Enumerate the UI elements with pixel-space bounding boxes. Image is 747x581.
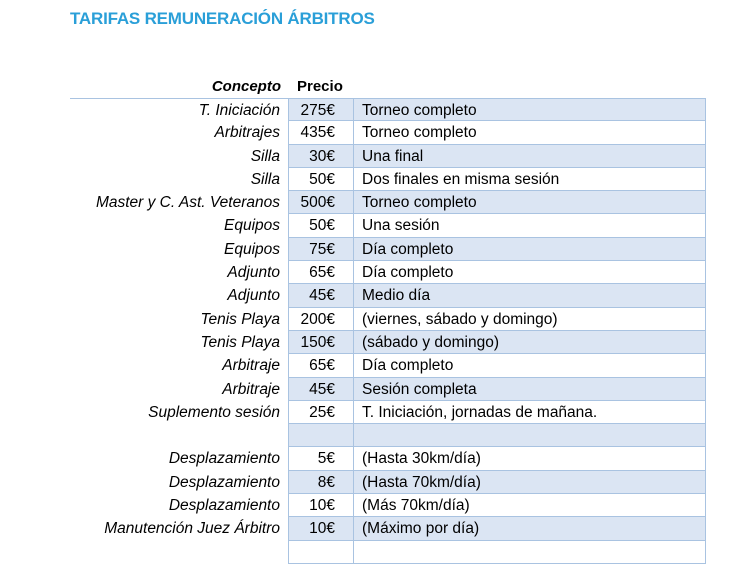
row-price: 5€ [288,447,354,470]
table-row [70,284,706,307]
row-description: (Hasta 70km/día) [354,471,706,494]
row-description: Sesión completa [354,378,706,401]
row-concept: Desplazamiento [168,450,280,468]
row-price: 500€ [288,191,354,214]
table-row [70,308,706,331]
row-description: (Hasta 30km/día) [354,447,706,470]
table-row [70,517,706,540]
row-concept: Master y C. Ast. Veteranos [95,194,280,212]
table-row [70,121,706,144]
header-concept: Concepto [211,78,281,95]
row-price: 10€ [288,517,354,540]
table-row [70,378,706,401]
row-price [288,424,354,447]
table-row [70,191,706,214]
row-price: 8€ [288,471,354,494]
table-row [70,145,706,168]
row-concept [70,424,284,447]
row-description: Torneo completo [354,121,706,144]
rates-table [70,98,706,564]
table-row [70,214,706,237]
row-concept: Adjunto [227,287,280,305]
row-concept: Silla [250,147,280,165]
row-price: 25€ [288,401,354,424]
row-price: 50€ [288,168,354,191]
row-concept: Equipos [223,217,280,235]
row-concept: Arbitrajes [214,124,280,142]
row-price: 10€ [288,494,354,517]
row-description [354,424,706,447]
row-description: Torneo completo [354,99,706,121]
row-description: Una sesión [354,214,706,237]
row-description: T. Iniciación, jornadas de mañana. [354,401,706,424]
row-price [288,541,354,564]
row-concept: Manutención Juez Árbitro [104,520,280,538]
row-concept: Arbitraje [222,357,280,375]
table-row [70,238,706,261]
row-concept: Suplemento sesión [148,403,280,421]
row-description [354,541,706,564]
row-description: Torneo completo [354,191,706,214]
row-price: 45€ [288,378,354,401]
table-row [70,447,706,470]
table-row [70,494,706,517]
row-concept: Arbitraje [222,380,280,398]
table-row-empty [70,424,706,447]
row-description: (sábado y domingo) [354,331,706,354]
row-description: Día completo [354,354,706,377]
row-concept: Desplazamiento [168,497,280,515]
row-description: (viernes, sábado y domingo) [354,308,706,331]
table-row [70,168,706,191]
page-title: TARIFAS REMUNERACIÓN ÁRBITROS [70,9,375,28]
row-description: (Máximo por día) [354,517,706,540]
row-price: 435€ [288,121,354,144]
row-price: 200€ [288,308,354,331]
row-description: Medio día [354,284,706,307]
row-concept: Tenis Playa [200,310,280,328]
row-price: 65€ [288,261,354,284]
row-description: Dos finales en misma sesión [354,168,706,191]
row-price: 45€ [288,284,354,307]
row-price: 275€ [288,99,354,121]
row-price: 65€ [288,354,354,377]
table-header [0,78,747,98]
row-concept: T. Iniciación [198,102,280,119]
row-price: 75€ [288,238,354,261]
row-price: 150€ [288,331,354,354]
row-concept: Equipos [223,240,280,258]
row-price: 30€ [288,145,354,168]
table-row [70,354,706,377]
table-row [70,471,706,494]
table-row [70,401,706,424]
row-concept: Desplazamiento [168,473,280,491]
row-description: Una final [354,145,706,168]
table-row [70,98,706,121]
table-row [70,331,706,354]
row-concept: Tenis Playa [200,333,280,351]
row-concept: Silla [250,170,280,188]
table-row-empty [70,541,706,564]
row-concept [70,541,284,564]
table-row [70,261,706,284]
row-concept: Adjunto [227,264,280,282]
row-description: Día completo [354,261,706,284]
row-description: (Más 70km/día) [354,494,706,517]
header-price: Precio [297,78,343,95]
row-price: 50€ [288,214,354,237]
row-description: Día completo [354,238,706,261]
